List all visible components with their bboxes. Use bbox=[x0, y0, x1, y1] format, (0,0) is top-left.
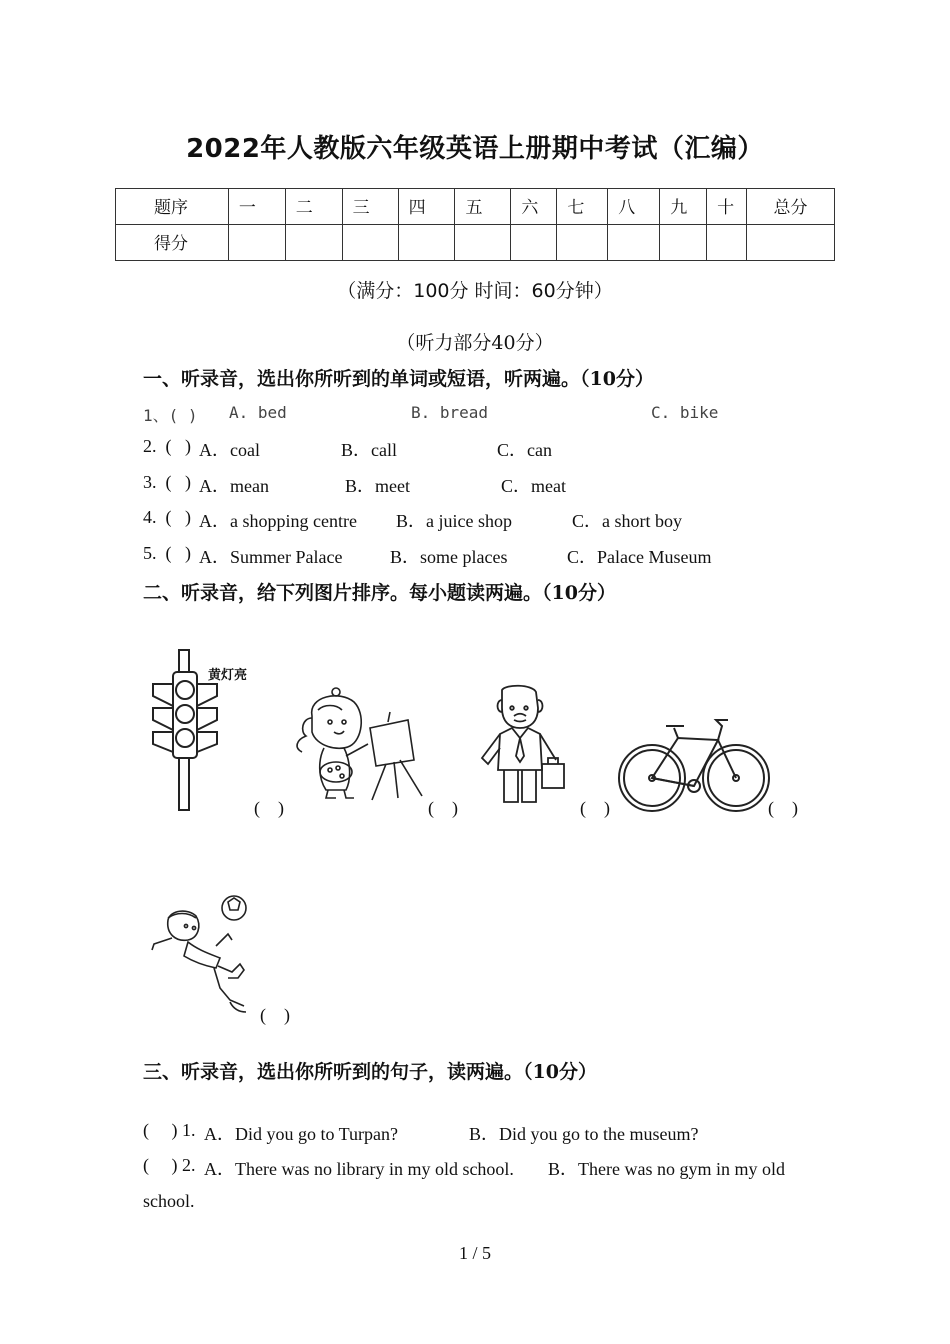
option-b-continued: school. bbox=[143, 1191, 195, 1211]
option-a: A. bed bbox=[229, 403, 287, 422]
exam-info: （满分：100分 时间：60分钟） bbox=[337, 280, 613, 302]
score-cell[interactable] bbox=[455, 225, 511, 261]
option-a: A．coal bbox=[199, 440, 260, 460]
score-table bbox=[115, 188, 835, 261]
table-cell: 三 bbox=[342, 189, 398, 225]
traffic-light-label: 黄灯亮 bbox=[208, 668, 248, 683]
option-b: B．There was no gym in my old bbox=[548, 1159, 785, 1179]
option-a: A．Did you go to Turpan? bbox=[204, 1124, 399, 1144]
boy-football-icon bbox=[148, 894, 258, 1020]
answer-bracket: ( ) bbox=[428, 798, 458, 818]
score-table-score-row bbox=[116, 225, 835, 261]
part-label: （听力部分40分） bbox=[396, 332, 554, 354]
table-cell: 五 bbox=[455, 189, 511, 225]
section2-heading: 二、听录音，给下列图片排序。每小题读两遍。（10分） bbox=[143, 582, 616, 604]
answer-bracket: ( ) bbox=[260, 1005, 290, 1025]
option-c: C. bike bbox=[651, 403, 719, 422]
table-cell: 二 bbox=[285, 189, 342, 225]
option-c: C．Palace Museum bbox=[567, 547, 712, 567]
option-a: A．mean bbox=[199, 476, 269, 496]
score-cell[interactable] bbox=[608, 225, 660, 261]
score-cell[interactable] bbox=[511, 225, 557, 261]
question-number: 1、( ) bbox=[143, 406, 198, 425]
question-number: ( ) 2. bbox=[143, 1155, 196, 1175]
question-number: 4. ( ) bbox=[143, 507, 191, 527]
table-cell: 七 bbox=[557, 189, 608, 225]
question-number: 3. ( ) bbox=[143, 472, 191, 492]
option-b: B．call bbox=[341, 440, 397, 460]
section1-heading: 一、听录音，选出你所听到的单词或短语，听两遍。（10分） bbox=[143, 368, 654, 390]
question-number: 5. ( ) bbox=[143, 543, 191, 563]
table-cell: 一 bbox=[228, 189, 285, 225]
score-table-header-row bbox=[116, 189, 835, 225]
table-cell: 四 bbox=[398, 189, 455, 225]
score-cell[interactable] bbox=[707, 225, 747, 261]
score-cell[interactable] bbox=[557, 225, 608, 261]
option-b: B．Did you go to the museum? bbox=[469, 1124, 699, 1144]
score-cell[interactable] bbox=[398, 225, 455, 261]
score-cell[interactable] bbox=[660, 225, 707, 261]
bicycle-icon bbox=[618, 716, 770, 816]
page-number: 1 / 5 bbox=[458, 1243, 491, 1263]
option-b: B．meet bbox=[345, 476, 410, 496]
option-c: C．meat bbox=[501, 476, 566, 496]
girl-painting-icon bbox=[290, 688, 430, 803]
question-number: 2. ( ) bbox=[143, 436, 191, 456]
section3-heading: 三、听录音，选出你所听到的句子，读两遍。（10分） bbox=[143, 1061, 597, 1083]
option-c: C．can bbox=[497, 440, 552, 460]
table-cell: 八 bbox=[608, 189, 660, 225]
option-a: A．Summer Palace bbox=[199, 547, 343, 567]
option-a: A．a shopping centre bbox=[199, 511, 357, 531]
question-number: ( ) 1. bbox=[143, 1120, 196, 1140]
table-cell: 得分 bbox=[116, 225, 229, 261]
option-b: B．a juice shop bbox=[396, 511, 512, 531]
table-cell: 十 bbox=[707, 189, 747, 225]
option-b: B. bread bbox=[411, 403, 489, 422]
score-cell[interactable] bbox=[747, 225, 835, 261]
option-c: C．a short boy bbox=[572, 511, 682, 531]
table-cell: 六 bbox=[511, 189, 557, 225]
page-title: 2022年人教版六年级英语上册期中考试（汇编） bbox=[186, 134, 764, 164]
option-a: A．There was no library in my old school. bbox=[204, 1159, 514, 1179]
option-b: B．some places bbox=[390, 547, 508, 567]
answer-bracket: ( ) bbox=[580, 798, 610, 818]
table-cell: 总分 bbox=[747, 189, 835, 225]
table-cell: 九 bbox=[660, 189, 707, 225]
businessman-icon bbox=[474, 686, 570, 806]
table-cell: 题序 bbox=[116, 189, 229, 225]
answer-bracket: ( ) bbox=[768, 798, 798, 818]
answer-bracket: ( ) bbox=[254, 798, 284, 818]
score-cell[interactable] bbox=[285, 225, 342, 261]
score-cell[interactable] bbox=[228, 225, 285, 261]
score-cell[interactable] bbox=[342, 225, 398, 261]
